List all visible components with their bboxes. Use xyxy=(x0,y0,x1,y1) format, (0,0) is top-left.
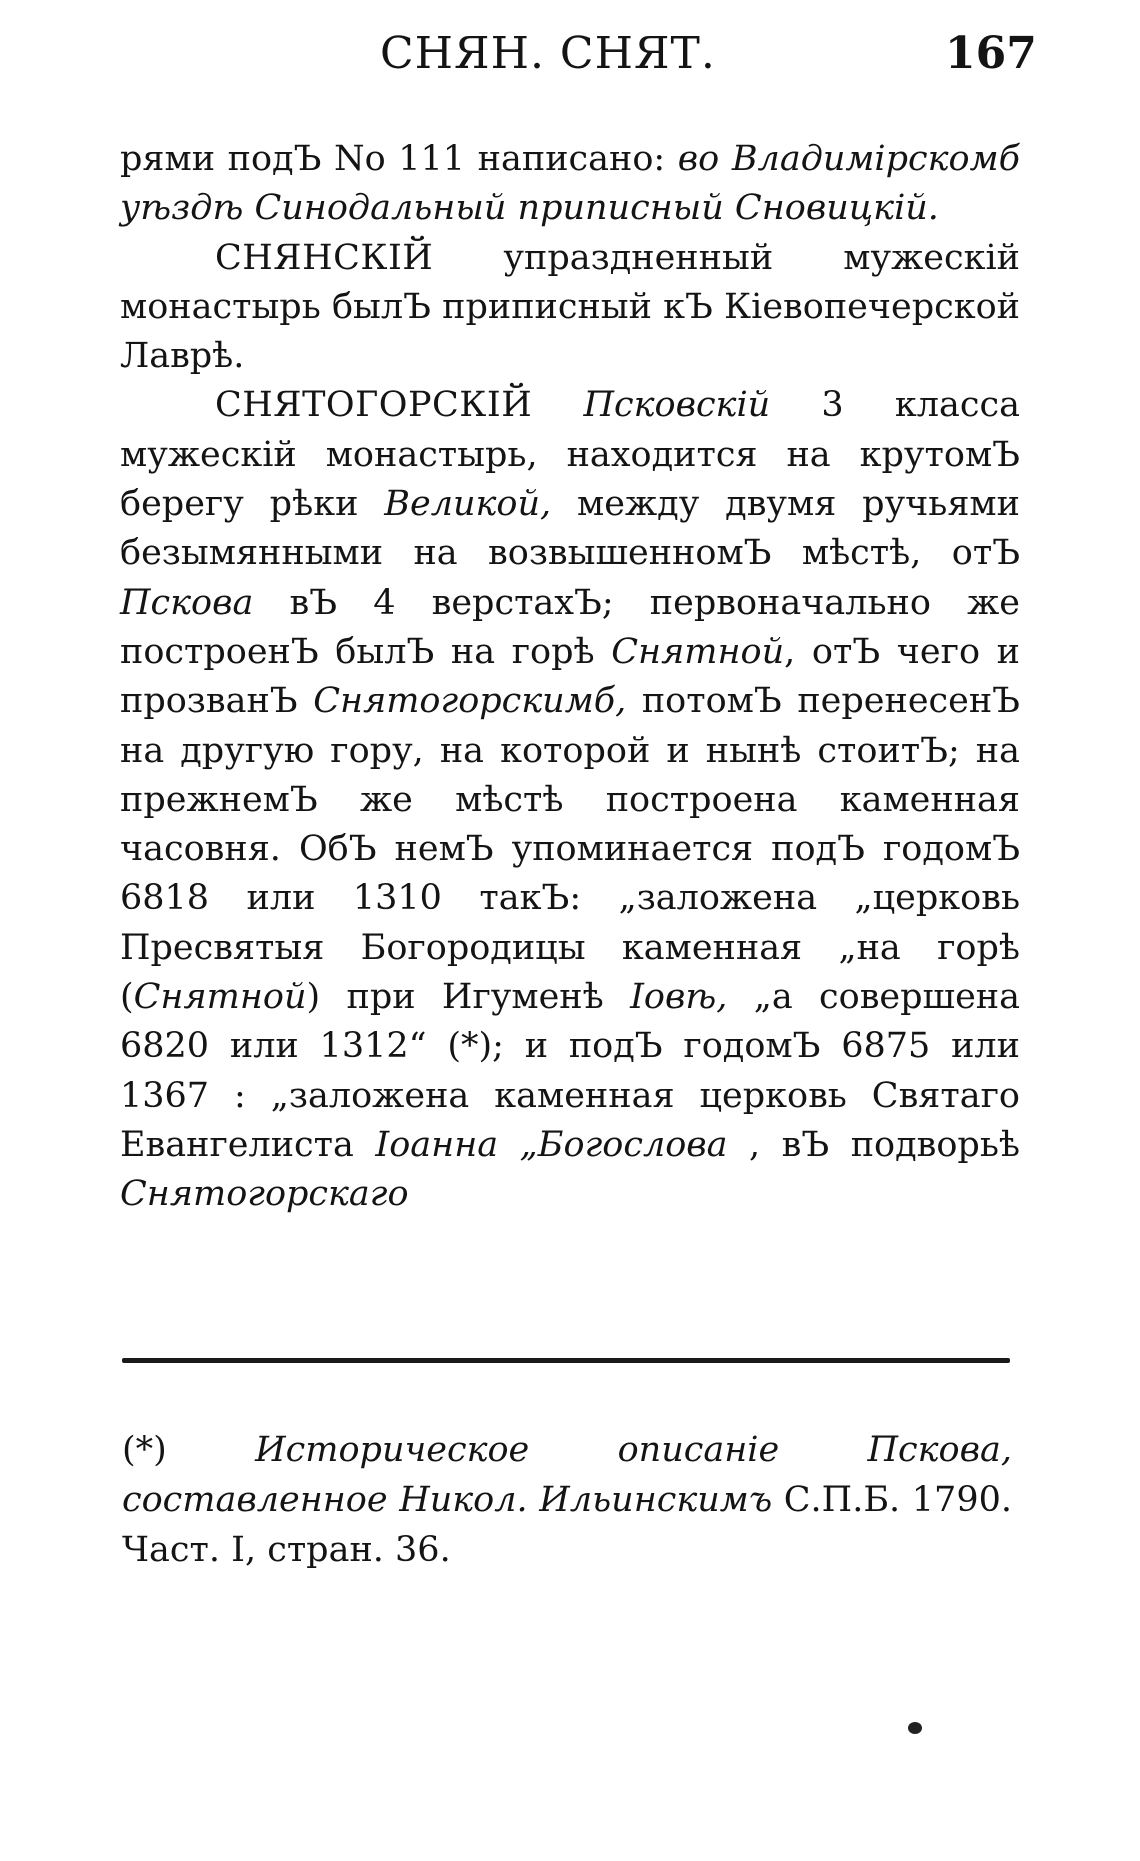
footnote-text xyxy=(122,1425,1012,1575)
footnote-divider xyxy=(122,1358,1010,1363)
italic-run: Снятогорскаго xyxy=(120,1174,409,1215)
running-head xyxy=(0,28,1140,88)
paragraph-snyatogorskiy xyxy=(120,381,1020,1219)
paragraph-snyanskiy xyxy=(120,234,1020,382)
text-run: потомЪ перенесенЪ на другую гору, на которой и нынѣ стоитЪ; на прежнемЪ же мѣстѣ построена каменная часовня. ОбЪ немЪ упоминается подЪ годомЪ 6818 или 1310 такЪ: „заложена „церковь Пресвятыя Богородицы каменная „на горѣ ( xyxy=(120,681,1020,1018)
text-run: рями подЪ No 111 написано: xyxy=(120,139,678,179)
paragraph-continuation xyxy=(120,135,1020,234)
text-run: С.П.Б. 1790. Част. I, стран. 36. xyxy=(122,1480,1012,1570)
italic-run: Снятной xyxy=(133,977,307,1018)
page-number: 167 xyxy=(945,28,1037,79)
ink-speck xyxy=(908,1722,922,1734)
text-run: упраздненный мужескій монастырь былЪ приписный кЪ Кіевопечерской Лаврѣ. xyxy=(120,237,1020,377)
italic-run: во Владимірскомб уѣздѣ Синодальный приписный Сновицкій. xyxy=(120,139,1020,229)
entry-headword: СНЯНСКІЙ xyxy=(215,237,434,278)
text-run: вЪ 4 верстахЪ; первоначально же построенЪ былЪ на горѣ xyxy=(120,582,1020,672)
italic-run: Псковскій xyxy=(583,385,771,426)
text-run: 3 класса мужескій монастырь, находится на крутомЪ берегу рѣки xyxy=(120,385,1020,525)
footnote xyxy=(122,1425,1012,1575)
entry-headword: СНЯТОГОРСКІЙ xyxy=(215,385,533,426)
footnote-marker: (*) xyxy=(122,1430,256,1470)
running-title: СНЯН. СНЯТ. xyxy=(380,28,716,79)
main-text xyxy=(120,135,1020,1220)
italic-run: Великой, xyxy=(384,484,552,525)
text-run: между двумя ручьями безымянными на возвышенномЪ мѣстѣ, отЪ xyxy=(120,484,1020,574)
italic-run: Іоанна „Богослова xyxy=(375,1124,728,1165)
italic-run: Іовѣ, xyxy=(630,977,728,1018)
text-run: , вЪ подворьѣ xyxy=(727,1124,1020,1165)
italic-run: Снятной xyxy=(611,631,785,672)
italic-run: Историческое описаніе Пскова, составленное Никол. Ильинскимъ xyxy=(122,1430,1012,1520)
italic-run: Снятогорскимб, xyxy=(313,681,627,722)
text-run: „а совершена 6820 или 1312“ (*); и подЪ годомЪ 6875 или 1367 : „заложена каменная церковь Святаго Евангелиста xyxy=(120,977,1020,1165)
text-run: , отЪ чего и прозванЪ xyxy=(120,631,1020,722)
text-run: ) при Игуменѣ xyxy=(306,977,631,1018)
italic-run: Пскова xyxy=(120,582,254,623)
